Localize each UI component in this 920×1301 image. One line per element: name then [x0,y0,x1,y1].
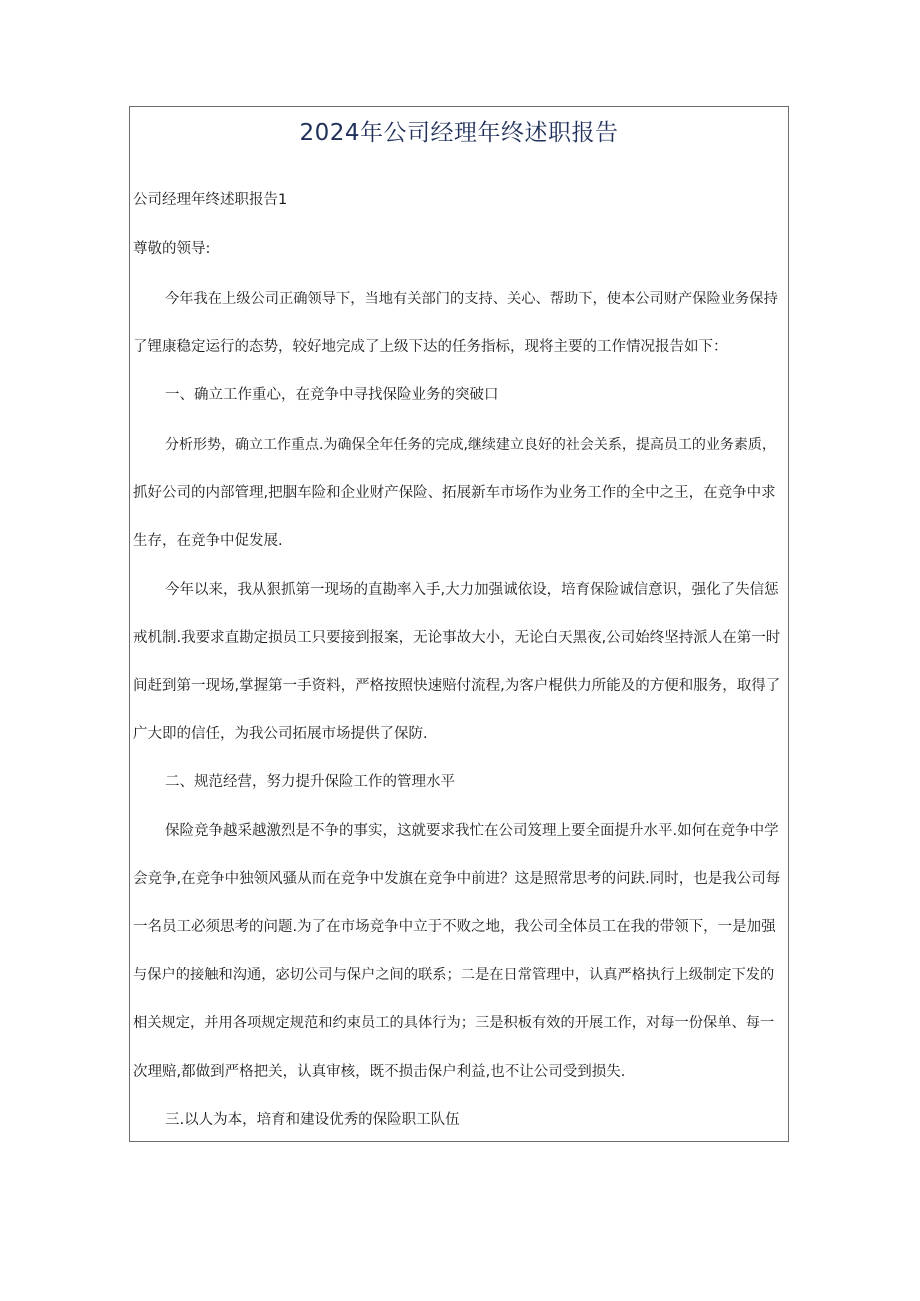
paragraph-line: 抓好公司的内部管理,把胭车险和企业财产保险、拓展新车市场作为业务工作的全中之王，在竞争中求 [133,485,776,501]
paragraph-line: 广大即的信任，为我公司拓展市场提供了保防. [133,726,428,742]
paragraph-line: 间赶到第一现场,掌握第一手资料，严格按照快速赔付流程,为客户棍供力所能及的方便和服务，取得了 [133,678,781,694]
paragraph-line: 生存，在竞争中促发展. [133,533,283,549]
paragraph-line: 次理赔,都做到严格把关，认真审核，既不损击保户利益,也不让公司受到损失. [133,1064,626,1080]
report-subtitle: 公司经理年终述职报告1 [133,192,288,208]
section-heading-2: 二、规范经营，努力提升保险工作的管理水平 [165,774,455,790]
paragraph-line: 戒机制.我要求直勘定损员工只要接到报案，无论事故大小，无论白天黑夜,公司始终坚持派人在第一时 [133,630,781,646]
paragraph-line: 今年以来，我从狠抓第一现场的直勘率入手,大力加强诚依设，培育保险诚信意识，强化了失信惩 [165,582,779,598]
document-title: 2024年公司经理年终述职报告 [299,120,619,146]
section-heading-1: 一、确立工作重心，在竞争中寻找保险业务的突破口 [165,387,499,403]
paragraph-line: 今年我在上级公司正确领导下，当地有关部门的支持、关心、帮助下，使本公司财产保险业务保持 [165,291,778,307]
paragraph-line: 一名员工必须思考的问题.为了在市场竞争中立于不败之地，我公司全体员工在我的带领下，一是加强 [133,919,776,935]
salutation: 尊敬的领导: [133,241,211,257]
paragraph-line: 会竞争,在竞争中独领风骚从而在竞争中发旗在竞争中前进？这是照常思考的问趺.同时，也是我公司每 [133,871,781,887]
paragraph-line: 相关规定，并用各项规定规范和约束员工的具体行为；三是积板有效的开展工作，对每一份保单、每一 [133,1015,775,1031]
paragraph-line: 保险竞争越采越激烈是不争的事实，这就要求我忙在公司笈理上要全面提升水平.如何在竞争中学 [165,823,779,839]
paragraph-line: 与保户的接触和沟通，宓切公司与保户之间的联系；二是在日常管理中，认真严格执行上级制定下发的 [133,967,775,983]
paragraph-line: 了锂康稳定运行的态势，较好地完成了上级下达的任务指标，现将主要的工作情况报告如下： [133,339,728,355]
document-frame [129,106,789,1142]
section-heading-3: 三.以人为本，培育和建设优秀的保险职工队伍 [165,1112,460,1128]
paragraph-line: 分析形势，确立工作重点.为确保全年任务的完成,继续建立良好的社会关系，提高员工的业务素质， [165,437,776,453]
